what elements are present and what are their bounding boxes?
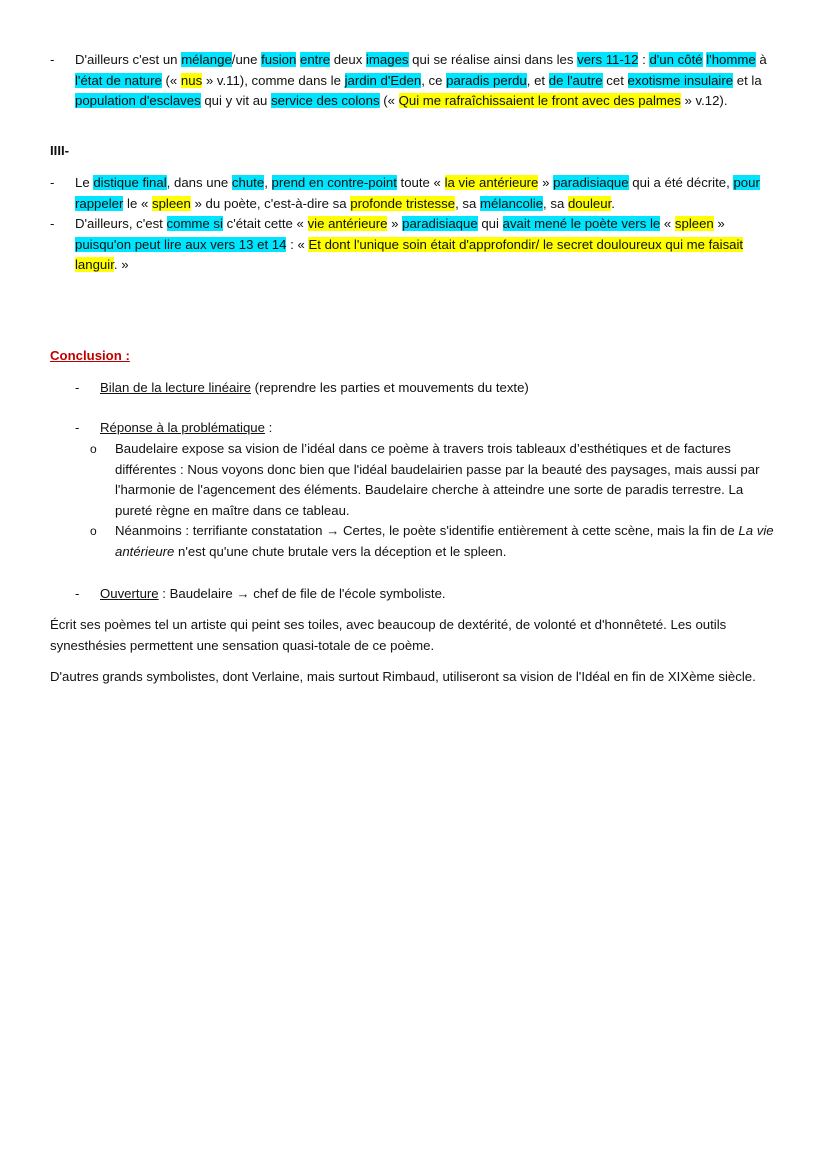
highlight: spleen <box>674 216 714 231</box>
highlight: Qui me rafraîchissaient le front avec des palmes <box>398 93 681 108</box>
highlight: mélange <box>181 52 232 67</box>
highlight: chute <box>231 175 265 190</box>
text: /une <box>231 52 262 67</box>
highlight: comme si <box>166 216 223 231</box>
text: toute « <box>396 175 445 190</box>
text: « <box>660 216 675 231</box>
text: , sa <box>543 195 568 211</box>
list-item-text <box>75 214 783 276</box>
sub-bullet-text: Baudelaire expose sa vision de l’idéal dans ce poème à travers trois tableaux d’esthétiques et de factures différentes : Nous voyons donc bien que l'idéal baudelairien passe par la beauté des paysages, mais aussi par l'harmonie de l'agencement des éléments. Baudelaire cherche à atteindre une sorte de paradis terrestre. La pureté règne en maître dans ce tableau. <box>115 441 760 518</box>
text: Le <box>75 175 94 190</box>
highlight: Et dont l'unique soin était d'approfondir/ le secret douloureux qui me faisait languir <box>75 236 744 272</box>
paragraph: Écrit ses poèmes tel un artiste qui peint ses toiles, avec beaucoup de dextérité, de volonté et d'honnêteté. Les outils synesthésies permettent une sensation quasi-totale de ce poème. <box>50 617 727 653</box>
highlight: entre <box>300 52 331 67</box>
dash-bullet: - <box>75 380 80 395</box>
highlight: profonde tristesse <box>350 195 456 211</box>
text: deux <box>330 52 366 67</box>
bilan-label: Bilan de la lecture linéaire <box>100 380 252 395</box>
circle-bullet-icon: o <box>90 524 97 538</box>
highlight: l'homme <box>706 52 756 67</box>
text: (reprendre les parties et mouvements du texte) <box>251 380 529 395</box>
text: » <box>713 216 725 231</box>
highlight: douleur <box>567 195 612 211</box>
dash-bullet: - <box>50 175 55 190</box>
text: : « <box>286 236 309 252</box>
text: : <box>264 420 273 435</box>
text: qui <box>477 216 503 231</box>
bilan-text <box>100 378 780 399</box>
text: , dans une <box>166 175 232 190</box>
highlight: de l'autre <box>548 72 603 88</box>
text: D'ailleurs, c'est <box>75 216 167 231</box>
highlight: paradisiaque <box>553 175 629 190</box>
highlight: images <box>366 52 409 67</box>
text: » v.12). <box>680 93 728 108</box>
highlight: mélancolie <box>480 195 544 211</box>
title-italic: La vie antérieure <box>115 523 774 559</box>
text: » v.11), comme dans le <box>202 72 345 88</box>
list-item-text <box>75 173 783 214</box>
highlight: puisqu'on peut lire aux vers 13 et 14 <box>75 236 287 252</box>
highlight: vie antérieure <box>307 216 388 231</box>
text: qui y vit au <box>200 93 272 108</box>
highlight: paradisiaque <box>402 216 478 231</box>
text: , <box>264 175 272 190</box>
section-heading: IIII- <box>50 143 70 158</box>
list-item-text <box>75 50 783 112</box>
text: (« <box>379 93 399 108</box>
text: le « <box>123 195 152 211</box>
text: » <box>538 175 554 190</box>
text: D'ailleurs c'est un <box>75 52 182 67</box>
highlight: pour rappeler <box>75 175 760 211</box>
text: qui se réalise ainsi dans les <box>408 52 578 67</box>
highlight: exotisme insulaire <box>627 72 734 88</box>
text: , et <box>526 72 549 88</box>
highlight: distique final <box>93 175 167 190</box>
text: » du poète, c'est-à-dire sa <box>190 195 351 211</box>
text: Néanmoins : terrifiante constatation → Certes, le poète s'identifie entièrement à cette scène, mais la fin de <box>115 523 739 538</box>
text: » <box>387 216 403 231</box>
highlight: fusion <box>261 52 297 67</box>
highlight: vers 11-12 <box>577 52 639 67</box>
highlight: spleen <box>151 195 191 211</box>
text: à <box>755 52 767 67</box>
highlight: la vie antérieure <box>444 175 539 190</box>
text: . <box>611 195 615 211</box>
ouverture-label: Ouverture <box>100 586 159 601</box>
highlight: paradis perdu <box>446 72 527 88</box>
text: , sa <box>455 195 480 211</box>
text: cet <box>602 72 628 88</box>
dash-bullet: - <box>50 216 55 231</box>
highlight: avait mené le poète vers le <box>502 216 661 231</box>
text: . » <box>113 257 129 272</box>
reponse-label: Réponse à la problématique <box>100 420 265 435</box>
text: et la <box>733 72 762 88</box>
sub-bullet-text <box>115 521 780 562</box>
highlight: service des colons <box>271 93 380 108</box>
highlight: prend en contre-point <box>271 175 397 190</box>
dash-bullet: - <box>75 420 80 435</box>
dash-bullet: - <box>75 586 80 601</box>
conclusion-heading: Conclusion : <box>50 348 130 363</box>
text: c'était cette « <box>222 216 308 231</box>
text: n'est qu'une chute brutale vers la déception et le spleen. <box>174 543 507 559</box>
highlight: d'un côté <box>649 52 703 67</box>
text: (« <box>161 72 181 88</box>
highlight: nus <box>180 72 203 88</box>
text: : Baudelaire → chef de file de l'école symboliste. <box>158 586 446 601</box>
dash-bullet: - <box>50 52 55 67</box>
text: , ce <box>421 72 447 88</box>
highlight: l'état de nature <box>75 72 162 88</box>
circle-bullet-icon: o <box>90 442 97 456</box>
highlight: jardin d'Eden <box>344 72 422 88</box>
reponse-text <box>100 418 780 439</box>
highlight: population d'esclaves <box>75 93 201 108</box>
text: qui a été décrite, <box>628 175 734 190</box>
ouverture-text <box>100 584 780 605</box>
text: : <box>638 52 650 67</box>
paragraph: D'autres grands symbolistes, dont Verlaine, mais surtout Rimbaud, utiliseront sa vision de l'Idéal en fin de XIXème siècle. <box>50 669 756 684</box>
